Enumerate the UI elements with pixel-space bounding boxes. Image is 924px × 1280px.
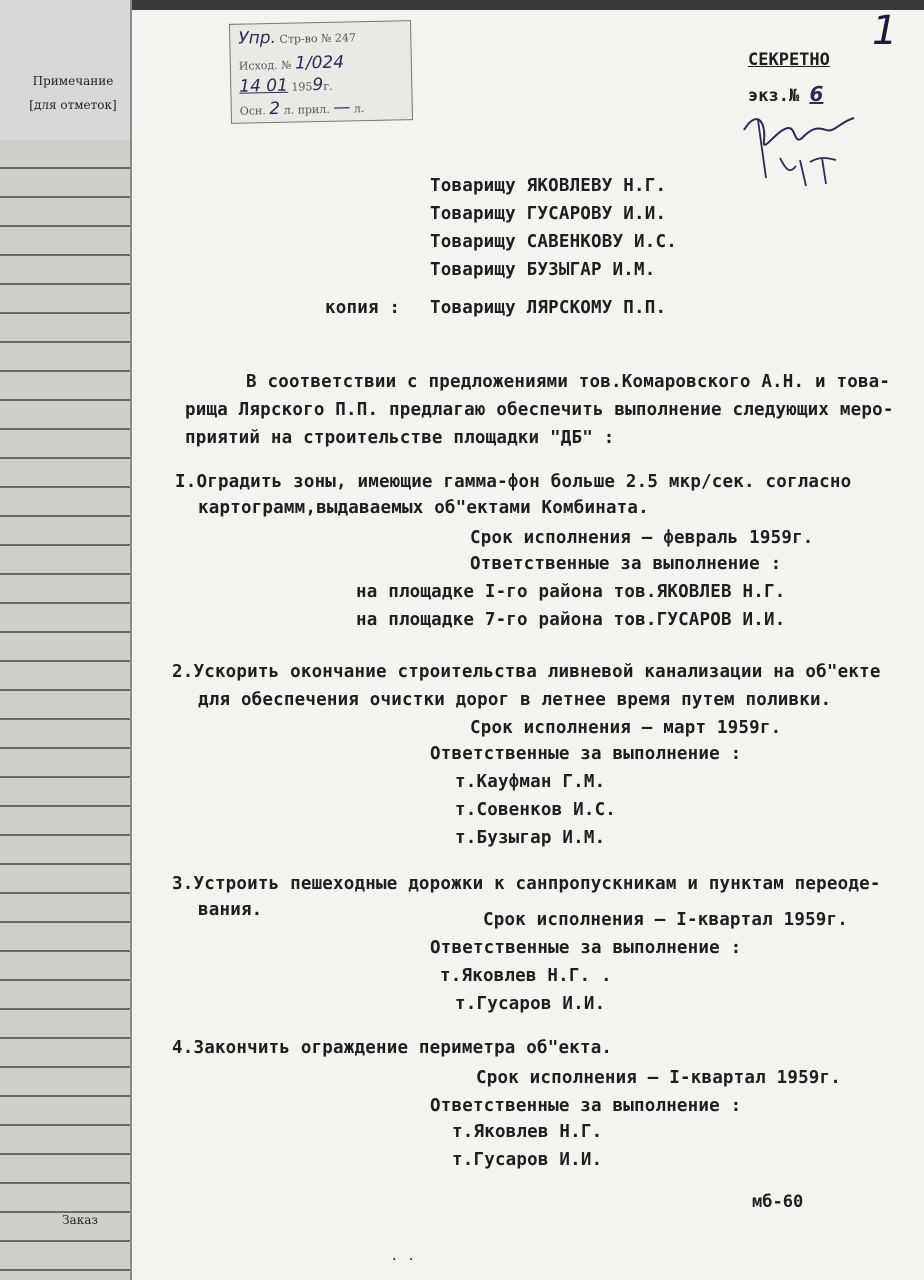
copy-number-value: 6: [809, 82, 824, 106]
item-text-line: 2.Ускорить окончание строительства ливневой канализации на об"екте: [172, 662, 881, 682]
item-responsible-person: на площадке 7-го района тов.ГУСАРОВ И.И.: [356, 610, 786, 630]
page-number: 1: [872, 8, 898, 54]
item-responsible-person: т.Яковлев Н.Г. .: [440, 966, 612, 986]
item-text-line: для обеспечения очистки дорог в летнее время путем поливки.: [198, 690, 832, 710]
stamp-attach-suffix: л.: [353, 102, 365, 116]
item-responsible-person: т.Яковлев Н.Г.: [452, 1122, 603, 1142]
intro-line: В соответствии с предложениями тов.Комаровского А.Н. и това-: [246, 372, 891, 392]
addressee-line: Товарищу САВЕНКОВУ И.С.: [430, 232, 677, 252]
addressee-line: Товарищу ЯКОВЛЕВУ Н.Г.: [430, 176, 667, 196]
item-deadline: Срок исполнения – I-квартал 1959г.: [483, 910, 849, 930]
item-text-line: I.Оградить зоны, имеющие гамма-фон больше 2.5 мкр/сек. согласно: [175, 472, 852, 492]
addressee-line: Товарищу ГУСАРОВУ И.И.: [430, 204, 667, 224]
item-responsible-person: на площадке I-го района тов.ЯКОВЛЕВ Н.Г.: [356, 582, 786, 602]
footer-code: мб-60: [752, 1192, 804, 1212]
item-responsible-person: т.Совенков И.С.: [455, 800, 617, 820]
stamp-sheets-label: л. прил.: [283, 102, 330, 117]
notes-margin: [0, 0, 132, 1280]
handwritten-signature: [736, 100, 866, 192]
top-edge: [0, 0, 924, 10]
item-text-line: картограмм,выдаваемых об"ектами Комбината.: [198, 498, 649, 518]
item-text-line: 4.Закончить ограждение периметра об"екта.: [172, 1038, 613, 1058]
intro-line: приятий на строительстве площадки "ДБ" :: [185, 428, 615, 448]
stamp-date: 14 01: [239, 75, 289, 97]
margin-order-label: Заказ: [40, 1213, 120, 1227]
item-responsible-label: Ответственные за выполнение :: [430, 744, 742, 764]
scan-marks: · ·: [390, 1252, 416, 1268]
item-responsible-label: Ответственные за выполнение :: [470, 554, 782, 574]
margin-note-sublabel: [для отметок]: [29, 98, 117, 112]
item-deadline: Срок исполнения – март 1959г.: [470, 718, 782, 738]
stamp-attach-value: —: [333, 97, 351, 118]
intro-line: рища Лярского П.П. предлагаю обеспечить выполнение следующих меро-: [185, 400, 894, 420]
secrecy-mark: СЕКРЕТНО: [748, 50, 830, 70]
item-text-line: 3.Устроить пешеходные дорожки к санпропускникам и пунктам переоде-: [172, 874, 881, 894]
addressee-line: Товарищу БУЗЫГАР И.М.: [430, 260, 656, 280]
item-responsible-person: т.Гусаров И.И.: [455, 994, 606, 1014]
item-deadline: Срок исполнения – I-квартал 1959г.: [476, 1068, 842, 1088]
registration-stamp: [229, 20, 413, 124]
copy-to-name: Товарищу ЛЯРСКОМУ П.П.: [430, 298, 667, 318]
item-responsible-label: Ответственные за выполнение :: [430, 938, 742, 958]
stamp-org-printed: Стр-во № 247: [279, 31, 357, 46]
stamp-year-digit: 9: [312, 74, 324, 96]
stamp-basis-sheets: 2: [269, 98, 281, 120]
margin-note-label: Примечание: [32, 74, 114, 88]
stamp-basis-label: Осн.: [239, 104, 266, 118]
item-responsible-label: Ответственные за выполнение :: [430, 1096, 742, 1116]
item-text-line: вания.: [198, 900, 263, 920]
stamp-year-suffix: г.: [323, 79, 333, 93]
stamp-org-handwritten: Упр.: [238, 27, 277, 49]
item-responsible-person: т.Кауфман Г.М.: [455, 772, 606, 792]
copy-to-label: копия :: [325, 298, 401, 318]
stamp-outgoing-number: 1/024: [294, 52, 345, 74]
item-deadline: Срок исполнения – февраль 1959г.: [470, 528, 814, 548]
item-responsible-person: т.Гусаров И.И.: [452, 1150, 603, 1170]
notes-margin-header: [0, 0, 130, 140]
copy-number-label: экз.№: [748, 86, 800, 106]
item-responsible-person: т.Бузыгар И.М.: [455, 828, 606, 848]
stamp-year-prefix: 195: [291, 80, 313, 94]
stamp-outgoing-label: Исход. №: [238, 58, 292, 73]
